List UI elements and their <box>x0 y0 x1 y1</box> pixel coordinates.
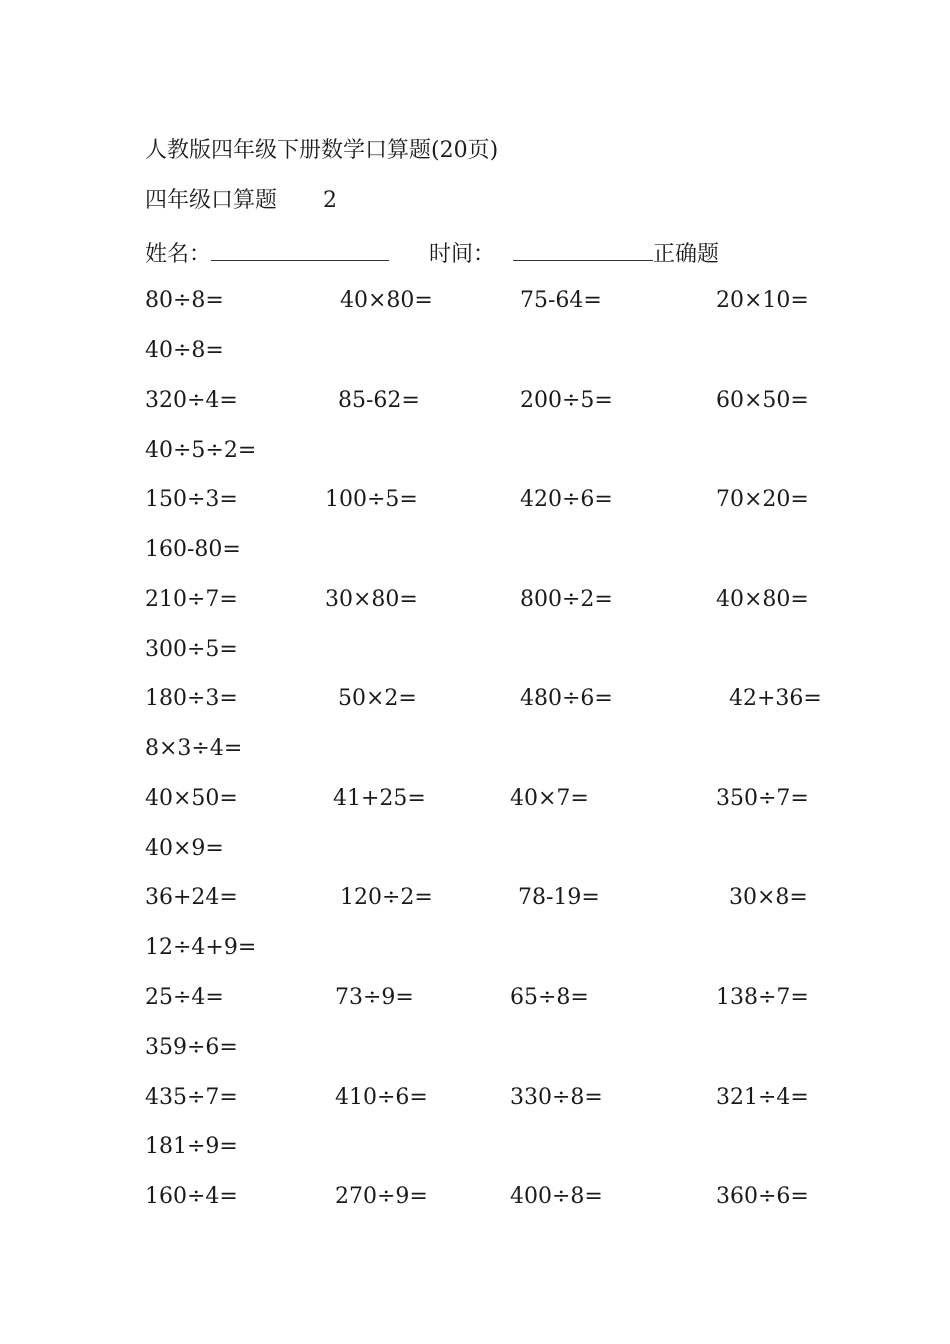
problem: 70×20= <box>716 487 809 512</box>
problem-row <box>0 838 950 864</box>
problem-row <box>0 489 950 515</box>
problem: 40×9= <box>145 836 224 861</box>
problem-row <box>0 390 950 416</box>
problem-row <box>0 1087 950 1113</box>
problem-row <box>0 290 950 316</box>
correct-label: 正确题 <box>653 242 720 267</box>
problem: 40×50= <box>145 786 238 811</box>
subtitle-number: 2 <box>323 188 338 213</box>
problem: 50×2= <box>338 686 417 711</box>
problem: 60×50= <box>716 388 809 413</box>
problem: 330÷8= <box>510 1085 603 1110</box>
problem: 25÷4= <box>145 985 224 1010</box>
problem: 400÷8= <box>510 1184 603 1209</box>
problem: 480÷6= <box>520 686 613 711</box>
worksheet-subtitle <box>145 190 337 212</box>
time-label: 时间： <box>429 242 496 267</box>
problem: 320÷4= <box>145 388 238 413</box>
problem-row <box>0 987 950 1013</box>
problem-row <box>0 1037 950 1063</box>
problem: 200÷5= <box>520 388 613 413</box>
problem: 181÷9= <box>145 1134 238 1159</box>
problem-row <box>0 1136 950 1162</box>
problem: 40÷8= <box>145 338 224 363</box>
problem: 75-64= <box>520 288 602 313</box>
problem: 350÷7= <box>716 786 809 811</box>
problem-row <box>0 539 950 565</box>
problem: 359÷6= <box>145 1035 238 1060</box>
problem: 40×80= <box>340 288 433 313</box>
problem: 180÷3= <box>145 686 238 711</box>
problem-row <box>0 1186 950 1212</box>
problem: 36+24= <box>145 885 238 910</box>
problem: 41+25= <box>333 786 426 811</box>
problem: 120÷2= <box>340 885 433 910</box>
problem: 160-80= <box>145 537 241 562</box>
problem-row <box>0 440 950 466</box>
problem: 160÷4= <box>145 1184 238 1209</box>
problem: 420÷6= <box>520 487 613 512</box>
problem: 150÷3= <box>145 487 238 512</box>
problem-row <box>0 937 950 963</box>
problem-row <box>0 738 950 764</box>
subtitle-text: 四年级口算题 <box>145 188 278 213</box>
problem: 12÷4+9= <box>145 935 257 960</box>
problem-row <box>0 340 950 366</box>
problem: 65÷8= <box>510 985 589 1010</box>
problem: 800÷2= <box>520 587 613 612</box>
problem: 30×80= <box>325 587 418 612</box>
name-blank[interactable] <box>211 240 389 261</box>
problem: 410÷6= <box>335 1085 428 1110</box>
problem: 85-62= <box>338 388 420 413</box>
problem: 435÷7= <box>145 1085 238 1110</box>
problem: 42+36= <box>729 686 822 711</box>
page-title: 人教版四年级下册数学口算题(20页) <box>145 138 499 163</box>
problem-row <box>0 887 950 913</box>
problem: 73÷9= <box>335 985 414 1010</box>
problem: 321÷4= <box>716 1085 809 1110</box>
problem: 78-19= <box>518 885 600 910</box>
problem: 300÷5= <box>145 637 238 662</box>
problem: 8×3÷4= <box>145 736 243 761</box>
problem: 138÷7= <box>716 985 809 1010</box>
problem: 40×80= <box>716 587 809 612</box>
problem-row <box>0 589 950 615</box>
problem-row <box>0 788 950 814</box>
problem: 40÷5÷2= <box>145 438 257 463</box>
problem: 210÷7= <box>145 587 238 612</box>
problem: 360÷6= <box>716 1184 809 1209</box>
problem: 270÷9= <box>335 1184 428 1209</box>
problem: 100÷5= <box>325 487 418 512</box>
problem: 30×8= <box>729 885 808 910</box>
problem-row <box>0 639 950 665</box>
info-line <box>145 240 719 266</box>
time-blank[interactable] <box>513 240 653 261</box>
problem: 20×10= <box>716 288 809 313</box>
problem-row <box>0 688 950 714</box>
name-label: 姓名： <box>145 242 212 267</box>
problem: 80÷8= <box>145 288 224 313</box>
problem: 40×7= <box>510 786 589 811</box>
